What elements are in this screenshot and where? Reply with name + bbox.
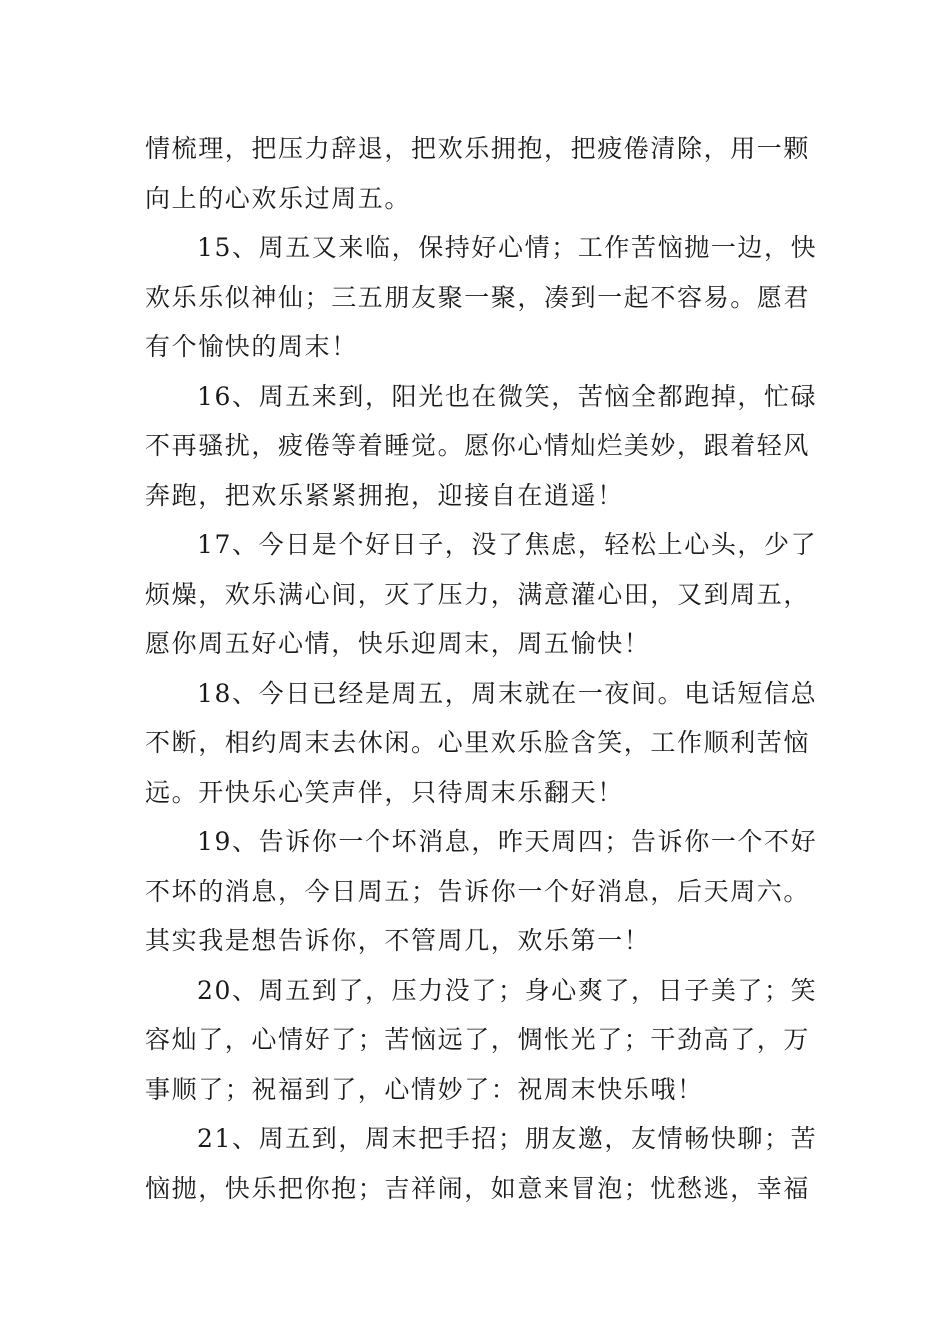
text-line: 不再骚扰，疲倦等着睡觉。愿你心情灿烂美妙，跟着轻风 (145, 431, 811, 460)
text-line: 烦燥，欢乐满心间，灭了压力，满意灌心田，又到周五， (145, 579, 811, 609)
text-line: 19、告诉你一个坏消息，昨天周四；告诉你一个不好 (197, 827, 818, 856)
text-line: 欢乐乐似神仙；三五朋友聚一聚，凑到一起不容易。愿君 (145, 282, 811, 312)
text-line: 恼抛，快乐把你抱；吉祥闹，如意来冒泡；忧愁逃，幸福 (145, 1173, 811, 1203)
paragraph-item-21 (145, 1114, 818, 1213)
text-line: 奔跑，把欢乐紧紧拥抱，迎接自在逍遥！ (145, 480, 624, 510)
text-line: 21、周五到，周末把手招；朋友邀，友情畅快聊；苦 (197, 1124, 818, 1153)
text-line: 事顺了；祝福到了，心情妙了：祝周末快乐哦！ (145, 1074, 704, 1104)
paragraph-continuation (145, 124, 810, 223)
text-line: 15、周五又来临，保持好心情；工作苦恼抛一边，快 (197, 233, 818, 262)
text-line: 远。开快乐心笑声伴，只待周末乐翻天！ (145, 777, 624, 807)
text-line: 17、今日是个好日子，没了焦虑，轻松上心头，少了 (197, 530, 818, 559)
text-line: 其实我是想告诉你，不管周几，欢乐第一！ (145, 926, 651, 955)
text-line: 18、今日已经是周五，周末就在一夜间。电话短信总 (197, 678, 818, 708)
document-page (145, 124, 818, 1213)
text-line: 不断，相约周末去休闲。心里欢乐脸含笑，工作顺利苦恼 (145, 728, 811, 757)
paragraph-item-18 (145, 669, 818, 818)
text-line: 不坏的消息，今日周五；告诉你一个好消息，后天周六。 (145, 876, 811, 906)
paragraph-item-15 (145, 223, 818, 372)
text-line: 有个愉快的周末！ (145, 332, 358, 361)
paragraph-item-20 (145, 966, 818, 1115)
text-line: 容灿了，心情好了；苦恼远了，惆怅光了；干劲高了，万 (145, 1025, 811, 1054)
paragraph-item-17 (145, 520, 818, 669)
text-line: 20、周五到了，压力没了；身心爽了，日子美了；笑 (197, 975, 818, 1005)
text-line: 愿你周五好心情，快乐迎周末，周五愉快！ (145, 629, 651, 658)
text-line: 情梳理，把压力辞退，把欢乐拥抱，把疲倦清除，用一颗 (145, 134, 811, 163)
text-line: 16、周五来到，阳光也在微笑，苦恼全都跑掉，忙碌 (197, 381, 818, 411)
paragraph-item-16 (145, 372, 818, 521)
paragraph-item-19 (145, 817, 818, 966)
text-line: 向上的心欢乐过周五。 (145, 183, 412, 213)
